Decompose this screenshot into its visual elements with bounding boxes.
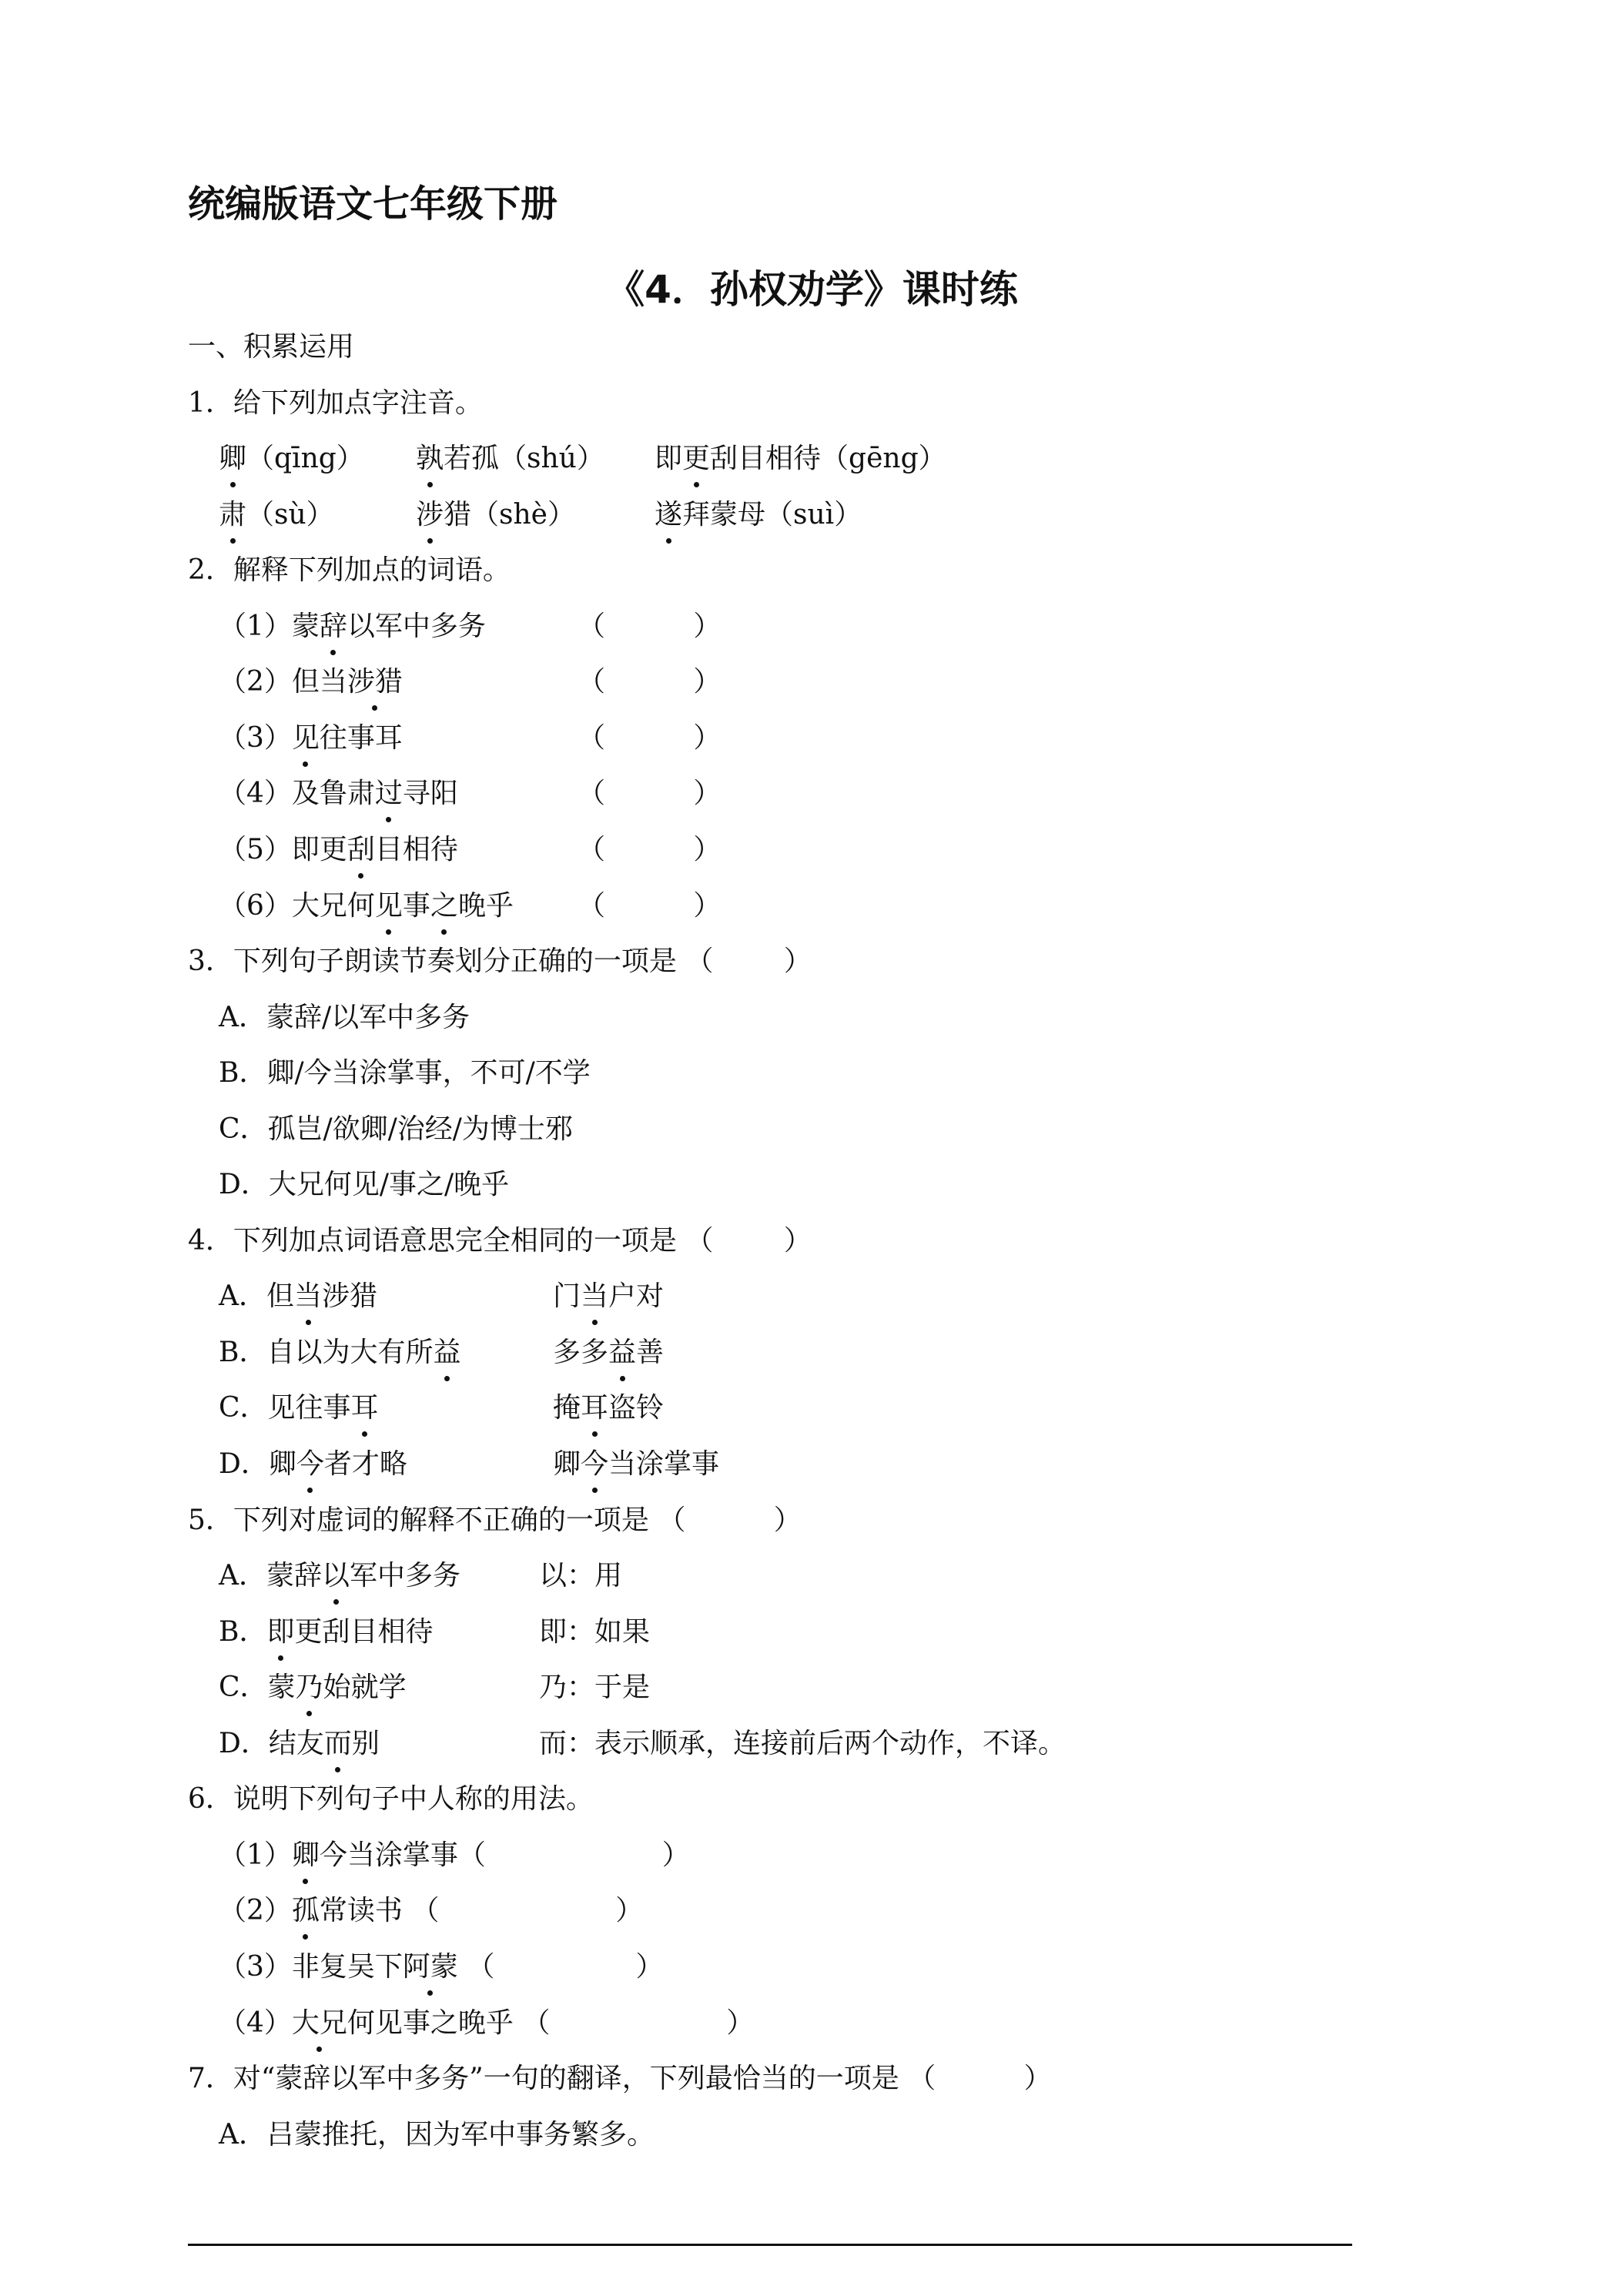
text-run: 今当涂掌事（ ） [319, 1839, 690, 1871]
q2-6 [219, 889, 514, 924]
emphasis-dot-text: 阿蒙 [403, 1950, 458, 1985]
q2-3-answer-blank: （ ） [578, 721, 722, 754]
emphasis-dot-text: 今 [296, 1447, 324, 1482]
text-run: 7．对“蒙辞以军中多务”一句的翻译，下列最恰当的一项是 （ ） [188, 2063, 1052, 2095]
q6-1 [219, 1838, 690, 1873]
text-run: A．蒙辞/以军中多务 [219, 1001, 470, 1033]
q4-b-col-1 [219, 1335, 460, 1371]
text-run: D．结友 [219, 1727, 324, 1759]
q3-b [219, 1056, 591, 1091]
emphasis-dot-text: 耳 [581, 1391, 608, 1426]
emphasis-dot-text: 益 [433, 1335, 460, 1371]
emphasis-dot-text: 今 [581, 1447, 608, 1482]
q2-5 [219, 832, 458, 868]
emphasis-dot-text: 见 [375, 889, 403, 924]
emphasis-dot-text: 当 [581, 1279, 608, 1314]
text-run: （2）但当 [219, 666, 347, 698]
q2-1-answer-blank: （ ） [578, 610, 722, 642]
text-run: （3） [219, 721, 292, 754]
text-run: 卿 [553, 1448, 581, 1480]
q6-3 [219, 1950, 663, 1985]
text-run: （sù） [246, 498, 334, 530]
text-run: 何见事之晚乎 （ ） [347, 2006, 755, 2039]
q1-row2-col-1 [219, 497, 334, 533]
emphasis-dot-text: 以 [322, 1558, 350, 1594]
text-run: 即：如果 [539, 1615, 651, 1648]
q2-stem [188, 553, 511, 588]
emphasis-dot-text: 乃 [296, 1670, 323, 1705]
q5-d-col-1 [219, 1726, 380, 1762]
text-run: 者才略 [323, 1448, 407, 1480]
q1-row2-col-3 [655, 497, 862, 533]
text-run: 门 [553, 1280, 581, 1313]
emphasis-dot-text: 更 [682, 441, 710, 477]
text-run: 当涂掌事 [608, 1448, 720, 1480]
footer-rule [188, 2244, 1352, 2246]
emphasis-dot-text: 耳 [351, 1391, 379, 1426]
text-run: 一、积累运用 [188, 331, 355, 363]
text-run: 即 [655, 443, 683, 475]
q4-a-col-1 [219, 1279, 377, 1314]
q3-stem [188, 944, 812, 979]
text-run: 掩 [553, 1392, 581, 1424]
text-run: C．孤岂/欲卿/治经/为博士邪 [219, 1113, 573, 1145]
text-run: （1）蒙 [219, 610, 320, 642]
text-run: 乃：于是 [539, 1672, 651, 1704]
emphasis-dot-text: 肃 [219, 497, 246, 533]
text-run: D．大兄何见/事之/晚乎 [219, 1169, 510, 1201]
text-run: 涉猎 [322, 1280, 378, 1313]
text-run: 以：用 [539, 1560, 623, 1592]
q1-row1-col-2 [416, 441, 604, 477]
text-run: B．自以为大有所 [219, 1336, 434, 1368]
q4-stem [188, 1223, 812, 1259]
q1-row2-col-2 [416, 497, 575, 533]
q2-3 [219, 721, 403, 756]
text-run: 事 [402, 889, 430, 922]
section-heading [188, 330, 354, 365]
text-run: 更刮目相待 [294, 1615, 434, 1648]
emphasis-dot-text: 而 [324, 1726, 352, 1762]
emphasis-dot-text: 大兄 [292, 2006, 347, 2041]
text-run: 5．下列对虚词的解释不正确的一项是 （ ） [188, 1504, 802, 1536]
q4-b-col-2 [553, 1335, 664, 1371]
q3-d [219, 1167, 509, 1203]
emphasis-dot-text: 涉猎 [347, 664, 403, 700]
text-run: 常读书 （ ） [319, 1895, 644, 1927]
text-run: （5）即更 [219, 833, 347, 865]
page-title: 《4．孙权劝学》课时练 [606, 267, 1018, 312]
text-run: A．蒙辞 [219, 1560, 322, 1592]
q5-b-col-2 [539, 1615, 650, 1650]
emphasis-dot-text: 即 [266, 1615, 294, 1650]
text-run: 而：表示顺承，连接前后两个动作，不译。 [539, 1727, 1066, 1759]
text-run: （2） [219, 1895, 292, 1927]
q4-c-col-1 [219, 1391, 379, 1426]
text-run: （1） [219, 1839, 292, 1871]
emphasis-dot-text: 孰 [416, 441, 444, 477]
emphasis-dot-text: 遂 [655, 497, 682, 533]
text-run: （4） [219, 2006, 292, 2039]
text-run: 2．解释下列加点的词语。 [188, 554, 511, 587]
text-run: D．卿 [219, 1448, 296, 1480]
text-run: 寻阳 [402, 778, 458, 810]
q5-b-col-1 [219, 1615, 434, 1650]
text-run: 6．说明下列句子中人称的用法。 [188, 1783, 594, 1816]
emphasis-dot-text: 之 [430, 889, 458, 924]
text-run: 户对 [608, 1280, 665, 1313]
text-run: B．卿/今当涂掌事，不可/不学 [219, 1057, 591, 1089]
text-run: 目相待 [374, 833, 458, 865]
text-run: 始就学 [323, 1672, 407, 1704]
text-run: （4）及鲁肃 [219, 778, 375, 810]
text-run: B． [219, 1615, 267, 1648]
emphasis-dot-text: 辞 [320, 609, 347, 644]
q2-4 [219, 776, 458, 812]
emphasis-dot-text: 孤 [292, 1893, 320, 1929]
q2-2 [219, 664, 403, 700]
q3-a [219, 1000, 470, 1036]
page-header: 统编版语文七年级下册 [188, 182, 558, 226]
q5-a-col-1 [219, 1558, 460, 1594]
q4-d-col-2 [553, 1447, 719, 1482]
emphasis-dot-text: 当 [294, 1279, 322, 1314]
text-run: 1．给下列加点字注音。 [188, 387, 483, 419]
q3-c [219, 1112, 573, 1147]
q2-4-answer-blank: （ ） [578, 778, 722, 810]
q6-4 [219, 2006, 754, 2041]
text-run: A．但 [219, 1280, 294, 1313]
q5-d-col-2 [539, 1726, 1066, 1762]
text-run: 军中多务 [350, 1560, 461, 1592]
q2-1 [219, 609, 486, 644]
q6-stem [188, 1782, 594, 1817]
emphasis-dot-text: 涉 [416, 497, 444, 533]
q7-stem [188, 2061, 1052, 2097]
text-run: 晚乎 [457, 889, 514, 922]
q2-2-answer-blank: （ ） [578, 666, 722, 698]
text-run: 多多 [553, 1336, 609, 1368]
emphasis-dot-text: 刮 [347, 832, 375, 868]
q6-2 [219, 1893, 643, 1929]
text-run: 以军中多务 [347, 610, 486, 642]
text-run: 若孤（shú） [444, 443, 604, 475]
q1-stem [188, 386, 483, 421]
text-run: C．蒙 [219, 1672, 296, 1704]
text-run: 4．下列加点词语意思完全相同的一项是 （ ） [188, 1224, 812, 1257]
text-run: 善 [636, 1336, 665, 1368]
text-run: 刮目相待（gēng） [710, 443, 946, 475]
text-run: （3）非复吴下 [219, 1950, 403, 1983]
q1-row1-col-3 [655, 441, 946, 477]
q4-d-col-1 [219, 1447, 407, 1482]
emphasis-dot-text: 益 [608, 1335, 636, 1371]
text-run: 3．下列句子朗读节奏划分正确的一项是 （ ） [188, 946, 812, 978]
text-run: （6）大兄何 [219, 889, 375, 922]
q5-c-col-1 [219, 1670, 407, 1705]
emphasis-dot-text: 卿 [292, 1838, 320, 1873]
q4-c-col-2 [553, 1391, 664, 1426]
text-run: 别 [351, 1727, 380, 1759]
text-run: （qīng） [246, 443, 364, 475]
q2-6-answer-blank: （ ） [578, 889, 722, 922]
text-run: 盗铃 [608, 1392, 665, 1424]
q7-a [219, 2117, 655, 2153]
q5-c-col-2 [539, 1670, 650, 1705]
q1-row1-col-1 [219, 441, 364, 477]
text-run: 往事耳 [319, 721, 403, 754]
emphasis-dot-text: 卿 [219, 441, 246, 477]
text-run: （ ） [457, 1950, 664, 1983]
emphasis-dot-text: 见 [292, 721, 320, 756]
text-run: 拜蒙母（suì） [682, 498, 862, 530]
emphasis-dot-text: 过 [375, 776, 403, 812]
q4-a-col-2 [553, 1279, 664, 1314]
q2-5-answer-blank: （ ） [578, 833, 722, 865]
text-run: A．吕蒙推托，因为军中事务繁多。 [219, 2118, 655, 2150]
text-run: 猎（shè） [444, 498, 575, 530]
q5-a-col-2 [539, 1558, 622, 1594]
q5-stem [188, 1503, 802, 1538]
text-run: C．见往事 [219, 1392, 351, 1424]
